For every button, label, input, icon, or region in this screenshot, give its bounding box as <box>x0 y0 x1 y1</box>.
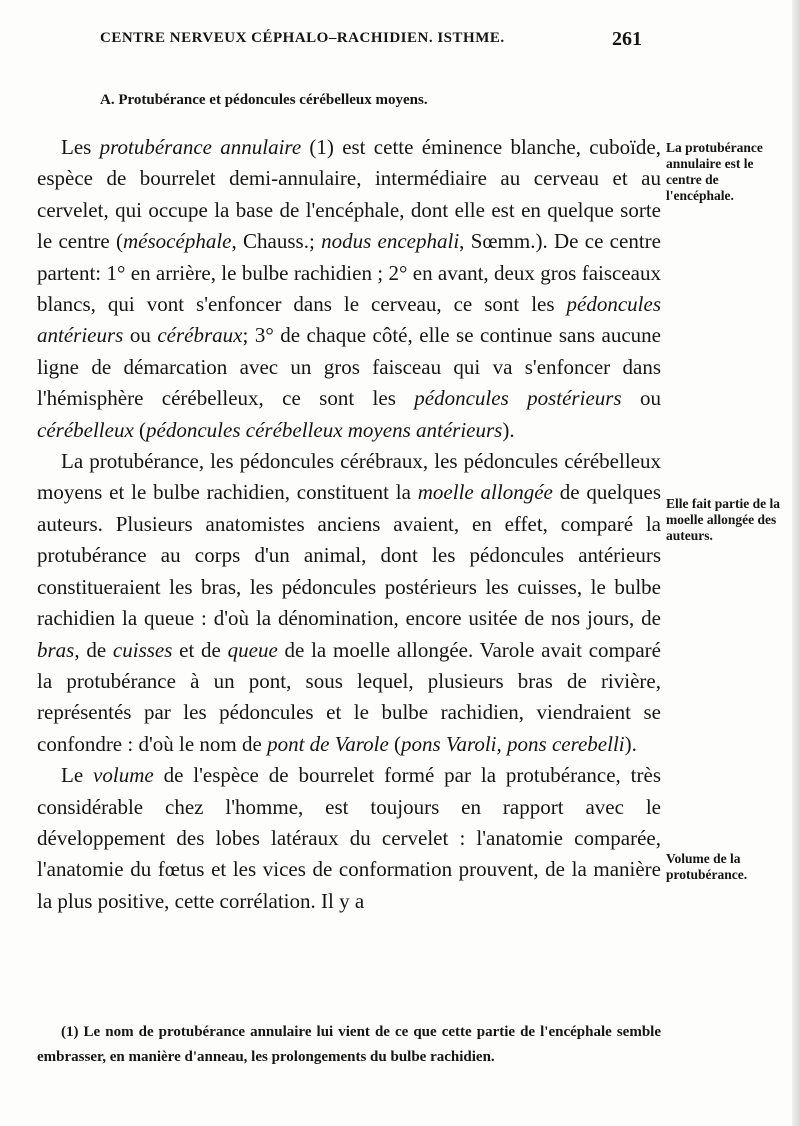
section-title-text: A. Protubérance et pédoncules cérébelleux moyens. <box>100 92 428 108</box>
italic-run: cuisses <box>112 637 173 662</box>
text-run: de l'espèce de bourrelet formé par la protubérance, très considérable chez l'homme, est toujours en rapport avec le développement des lobes latéraux du cervelet : l'anatomie comparée, l'anatomie du fœtus et les vices de conformation prouvent, de la manière la plus positive, cette corrélation. Il y a <box>37 763 661 913</box>
footnote-text: (1) Le nom de protubérance annulaire lui vient de ce que cette partie de l'encéphale semble embrasser, en manière d'anneau, les prolongements du bulbe rachidien. <box>37 1024 661 1065</box>
italic-run: moelle allongée <box>417 480 553 505</box>
italic-run: protubérance annulaire <box>99 135 302 159</box>
italic-run: cérébelleux <box>37 417 134 442</box>
text-run: Les <box>61 135 100 159</box>
italic-run: pont de Varole <box>267 731 389 756</box>
running-title: CENTRE NERVEUX CÉPHALO–RACHIDIEN. ISTHME. <box>100 30 505 46</box>
text-run: ( <box>388 731 402 756</box>
text-run: et de <box>172 637 228 662</box>
text-run: ). <box>502 417 515 442</box>
page-edge <box>792 0 800 1126</box>
text-run: ). <box>624 731 637 756</box>
text-run: ; 3° de chaque côté, elle se continue sans aucune ligne de démarcation avec un gros faisceau qui va s'enfoncer dans l'hémisphère cérébelleux, ce sont les <box>37 323 662 411</box>
italic-run: pédoncules cérébelleux moyens antérieurs <box>146 417 503 442</box>
italic-run: mésocéphale <box>123 229 232 254</box>
text-run: Le <box>61 763 94 788</box>
text-run: (1) est cette éminence blanche, cuboïde, espèce de bourrelet demi-annulaire, intermédiaire au cerveau et au cervelet, qui occupe la base de l'encéphale, dont elle est en quelque sorte le centre ( <box>37 135 661 254</box>
italic-run: pédoncules antérieurs <box>37 292 661 348</box>
italic-run: pédoncules postérieurs <box>414 386 622 411</box>
margin-note: Volume de la protubérance. <box>666 851 748 882</box>
page-number: 261 <box>612 28 642 50</box>
margin-note: La protubérance annulaire est le centre de l'encéphale. <box>666 140 763 203</box>
text-run: , Chauss.; <box>231 229 322 254</box>
main-text <box>37 132 661 917</box>
text-run: , de <box>74 637 113 662</box>
text-run: de quelques auteurs. Plusieurs anatomistes anciens avaient, en effet, comparé la protubérance au corps d'un animal, dont les pédoncules antérieurs constitueraient les bras, les pédoncules postérieurs les cuisses, le bulbe rachidien la queue : d'où la dénomination, encore usitée de nos jours, de <box>37 480 661 631</box>
margin-note: Elle fait partie de la moelle allongée des auteurs. <box>666 496 780 543</box>
text-run: , Sœmm.). De ce centre partent: 1° en arrière, le bulbe rachidien ; 2° en avant, deux gros faisceaux blancs, qui vont s'enfoncer dans le cerveau, ce sont les <box>37 229 661 317</box>
paragraph <box>37 132 661 446</box>
text-run: ou <box>621 386 661 411</box>
italic-run: bras <box>37 637 75 662</box>
footnote <box>37 1020 661 1070</box>
text-run: ou <box>123 323 158 348</box>
text-run: ( <box>133 417 147 442</box>
paragraph <box>37 760 661 917</box>
italic-run: pons Varoli, pons cerebelli <box>401 731 625 756</box>
italic-run: queue <box>227 637 278 662</box>
italic-run: volume <box>93 763 154 788</box>
italic-run: nodus encephali <box>321 229 460 254</box>
text-run: de la moelle allongée. Varole avait comparé la protubérance à un pont, sous lequel, plusieurs bras de rivière, représentés par les pédoncules et le bulbe rachidien, viendraient se confondre : d'où le nom de <box>37 637 661 756</box>
paragraph <box>37 446 661 760</box>
italic-run: cérébraux <box>157 323 243 348</box>
section-title <box>100 92 428 109</box>
text-run: La protubérance, les pédoncules cérébraux, les pédoncules cérébelleux moyens et le bulbe rachidien, constituent la <box>37 449 661 505</box>
